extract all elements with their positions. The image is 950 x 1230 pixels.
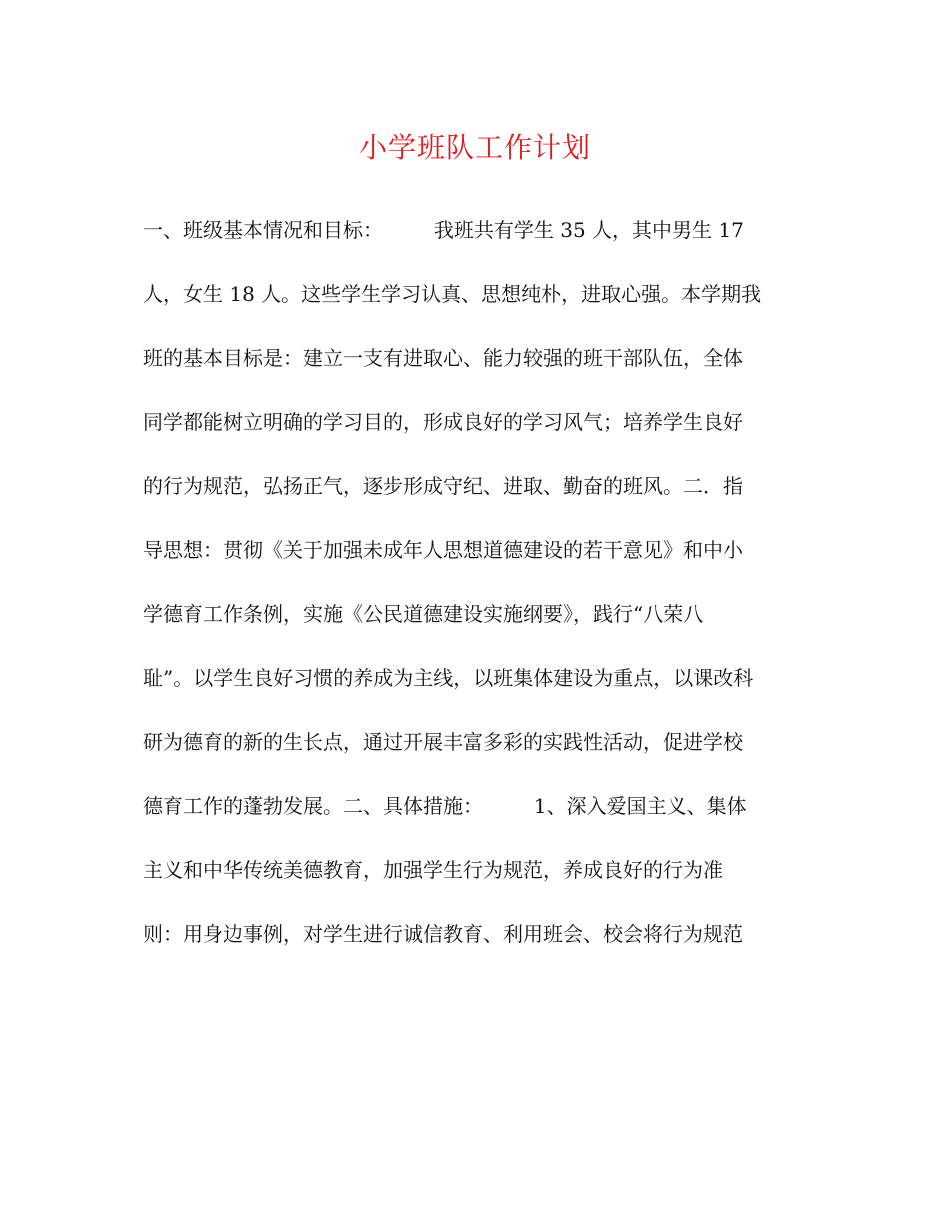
text-line: 导思想：贯彻《关于加强未成年人思想道德建设的若干意见》和中小 <box>143 538 743 562</box>
document-title: 小学班队工作计划 <box>358 131 591 164</box>
text-line: 一、班级基本情况和目标： 我班共有学生 35 人，其中男生 17 <box>143 218 744 242</box>
text-line: 耻”。以学生良好习惯的养成为主线，以班集体建设为重点，以课改科 <box>143 666 754 690</box>
body-text <box>143 214 813 982</box>
text-line: 同学都能树立明确的学习目的，形成良好的学习风气；培养学生良好 <box>143 410 743 434</box>
text-line: 研为德育的新的生长点，通过开展丰富多彩的实践性活动，促进学校 <box>143 730 743 754</box>
text-line: 人，女生 18 人。这些学生学习认真、思想纯朴，进取心强。本学期我 <box>143 282 762 306</box>
text-line: 则：用身边事例，对学生进行诚信教育、利用班会、校会将行为规范 <box>143 922 743 946</box>
text-line: 的行为规范，弘扬正气，逐步形成守纪、进取、勤奋的班风。二．指 <box>143 474 743 498</box>
text-line: 德育工作的蓬勃发展。二、具体措施： 1、深入爱国主义、集体 <box>143 794 747 818</box>
text-line: 班的基本目标是：建立一支有进取心、能力较强的班干部队伍，全体 <box>143 346 743 370</box>
text-line: 主义和中华传统美德教育，加强学生行为规范，养成良好的行为准 <box>143 858 723 882</box>
text-line: 学德育工作条例，实施《公民道德建设实施纲要》，践行“八荣八 <box>143 602 704 626</box>
